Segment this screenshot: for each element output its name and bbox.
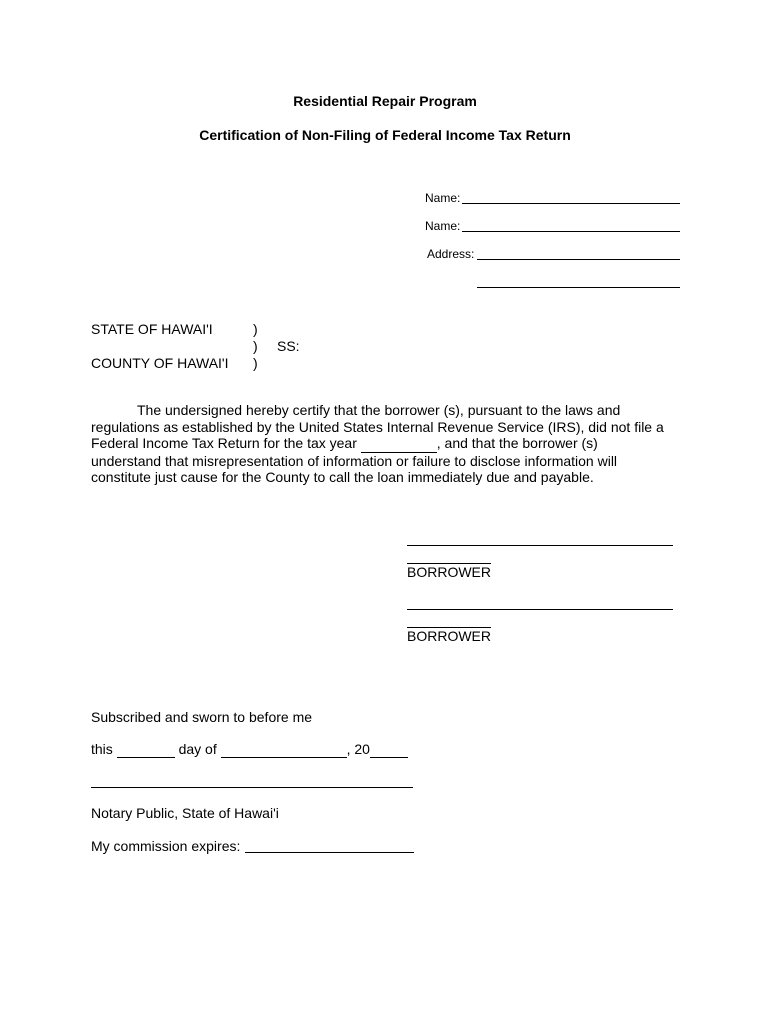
program-title: Residential Repair Program <box>293 93 477 109</box>
venue-paren-3: ) <box>253 355 258 371</box>
venue-paren-2: ) <box>253 338 258 354</box>
certification-paragraph <box>91 402 671 486</box>
address-label: Address: <box>427 247 475 261</box>
address-field-line-1[interactable] <box>477 259 680 260</box>
form-title: Certification of Non-Filing of Federal Income Tax Return <box>199 127 571 143</box>
subscribed-text: Subscribed and sworn to before me <box>91 709 313 725</box>
county-label: COUNTY OF HAWAI'I <box>91 355 229 371</box>
day-of-label: day of <box>178 741 217 757</box>
borrower1-signature-line[interactable] <box>407 545 673 546</box>
address-field-line-2[interactable] <box>477 287 680 288</box>
notary-signature-line[interactable] <box>91 787 413 788</box>
name2-label: Name: <box>425 219 461 233</box>
notary-public-label: Notary Public, State of Hawai'i <box>91 805 279 821</box>
this-label: this <box>91 741 113 757</box>
day-field[interactable] <box>117 741 175 758</box>
commission-label: My commission expires: <box>91 838 241 854</box>
name2-field-line[interactable] <box>462 231 680 232</box>
year-prefix: , 20 <box>346 741 370 757</box>
borrower1-label: BORROWER <box>407 564 491 580</box>
ss-label: SS: <box>277 338 300 354</box>
venue-paren-1: ) <box>253 321 258 337</box>
borrower2-signature-line[interactable] <box>407 609 673 610</box>
month-field[interactable] <box>221 741 347 758</box>
name1-label: Name: <box>425 191 461 205</box>
year-field[interactable] <box>370 741 408 758</box>
notary-date-line <box>91 741 408 758</box>
tax-year-field[interactable] <box>361 435 437 453</box>
commission-expires-field[interactable] <box>245 852 414 853</box>
certification-text-part2: , and that the borrower (s) understand that misrepresentation of information or failure to disclose information will constitute just cause for the County to call the loan immediately due and payable. <box>91 435 618 485</box>
state-label: STATE OF HAWAI'I <box>91 321 213 337</box>
name1-field-line[interactable] <box>462 203 680 204</box>
borrower2-label: BORROWER <box>407 628 491 644</box>
certification-text-part1: The undersigned hereby certify that the borrower (s), pursuant to the laws and regulations as established by the United States Internal Revenue Service (IRS), did not file a Federal Income Tax Return for the tax year <box>91 402 664 451</box>
